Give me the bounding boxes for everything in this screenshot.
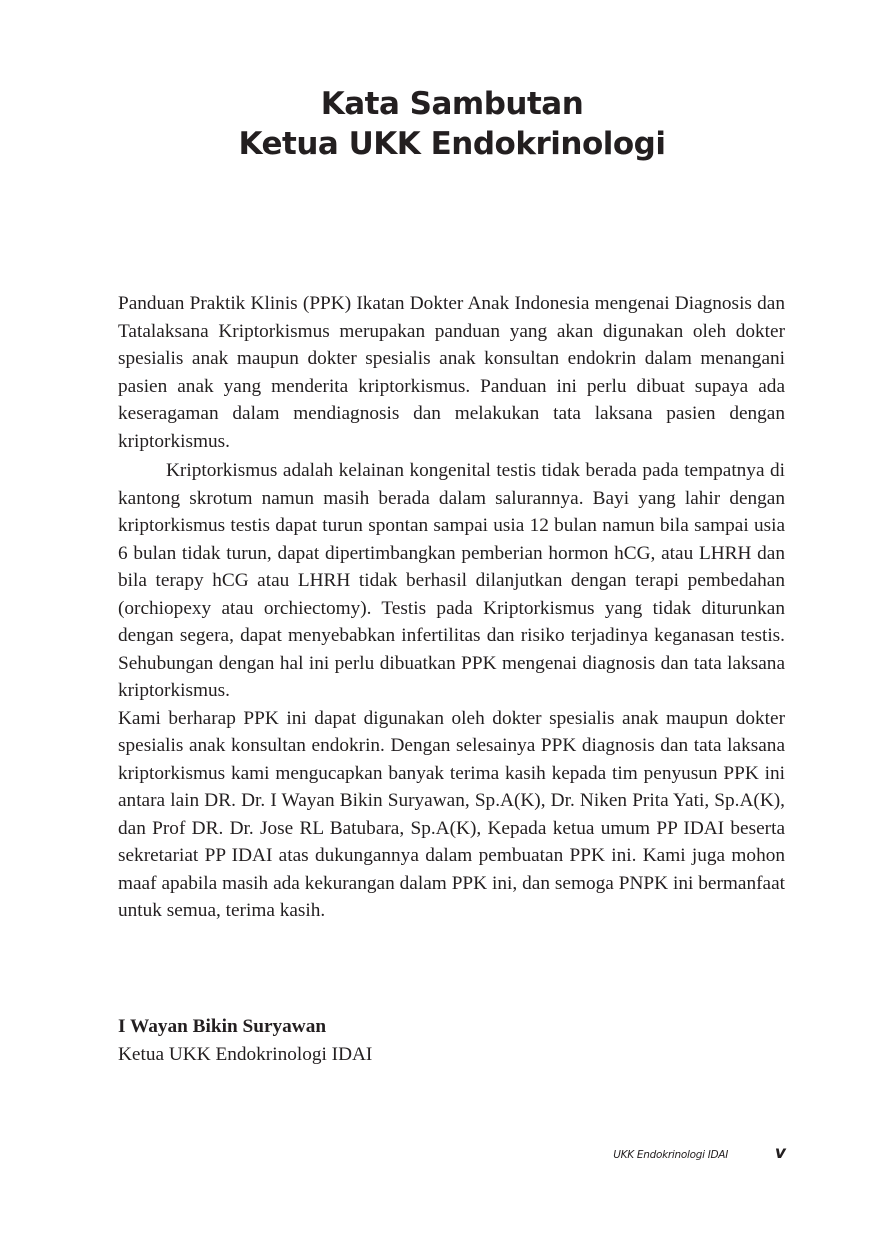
paragraph-2: Kriptorkismus adalah kelainan kongenital testis tidak berada pada tempatnya di kantong skrotum namun masih berada dalam salurannya. Bayi yang lahir dengan kriptorkismus testis dapat turun spontan sampai usia 12 bulan namun bila sampai usia 6 bulan tidak turun, dapat dipertimbangkan pemberian hormon hCG, atau LHRH dan bila terapy hCG atau LHRH tidak berhasil dilanjutkan dengan terapi pembedahan (orchiopexy atau orchiectomy). Testis pada Kriptorkismus yang tidak diturunkan dengan segera, dapat menyebabkan infertilitas dan risiko terjadinya keganasan testis. Sehubungan dengan hal ini perlu dibuatkan PPK mengenai diagnosis dan tata laksana kriptorkismus.	[118, 460, 785, 701]
page-number: v	[774, 1143, 786, 1163]
signature-block	[118, 1013, 372, 1069]
title-line-1: Kata Sambutan	[320, 86, 584, 122]
page-footer	[560, 1145, 786, 1169]
footer-label: UKK Endokrinologi IDAI	[613, 1149, 728, 1161]
body-text	[118, 290, 785, 925]
paragraph-3: Kami berharap PPK ini dapat digunakan oleh dokter spesialis anak maupun dokter spesialis anak konsultan endokrin. Dengan selesainya PPK diagnosis dan tata laksana kriptorkismus kami mengucapkan banyak terima kasih kepada tim penyusun PPK ini antara lain DR. Dr. I Wayan Bikin Suryawan, Sp.A(K), Dr. Niken Prita Yati, Sp.A(K), dan Prof DR. Dr. Jose RL Batubara, Sp.A(K), Kepada ketua umum PP IDAI beserta sekretariat PP IDAI atas dukungannya dalam pembuatan PPK ini. Kami juga mohon maaf apabila masih ada kekurangan dalam PPK ini, dan semoga PNPK ini bermanfaat untuk semua, terima kasih.	[118, 707, 785, 921]
signatory-name: I Wayan Bikin Suryawan	[118, 1016, 327, 1037]
title-line-2: Ketua UKK Endokrinologi	[238, 126, 666, 162]
signatory-role: Ketua UKK Endokrinologi IDAI	[118, 1044, 373, 1065]
paragraph-1: Panduan Praktik Klinis (PPK) Ikatan Dokter Anak Indonesia mengenai Diagnosis dan Tatalaksana Kriptorkismus merupakan panduan yang akan digunakan oleh dokter spesialis anak maupun dokter spesialis anak konsultan endokrin dalam menangani pasien anak yang menderita kriptorkismus. Panduan ini perlu dibuat supaya ada keseragaman dalam mendiagnosis dan melakukan tata laksana pasien dengan kriptorkismus.	[118, 293, 785, 452]
page-title	[0, 84, 874, 164]
